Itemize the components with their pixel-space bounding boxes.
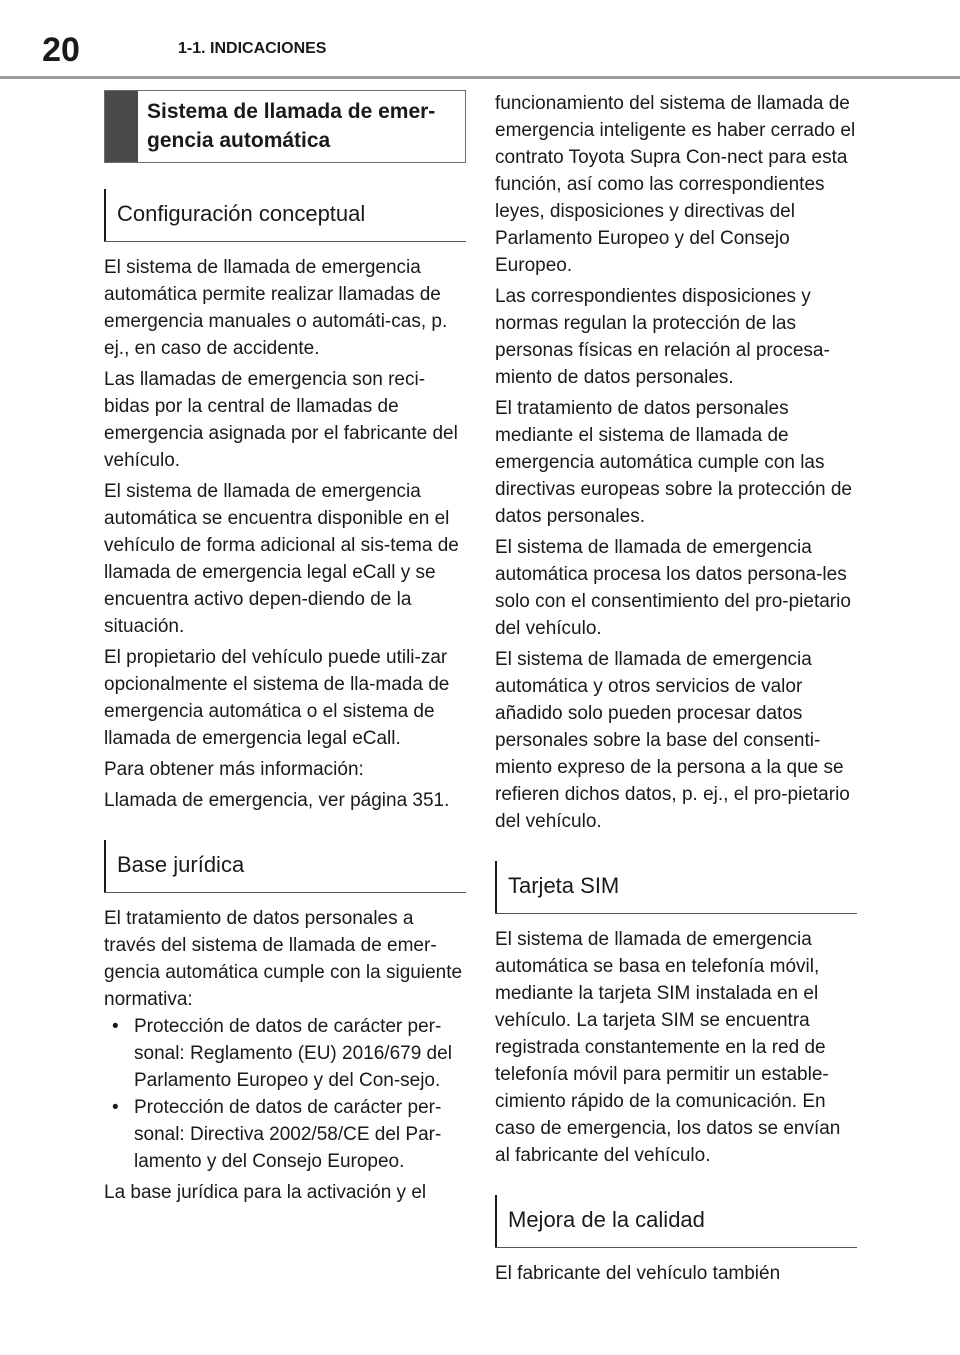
subsection-title: Base jurídica xyxy=(117,852,245,877)
section-title-line-1: Sistema de llamada de emer- xyxy=(147,100,436,123)
section-title-line-2: gencia automática xyxy=(147,129,331,152)
subsection-marker xyxy=(104,189,106,241)
subsection-marker xyxy=(104,840,106,892)
page-reference: Llamada de emergencia, ver página 351. xyxy=(104,790,450,811)
subsection-marker xyxy=(495,861,497,913)
left-column xyxy=(104,90,466,1206)
list-item-text: Protección de datos de carácter per-sonal: Directiva 2002/58/CE del Par-lamento y del Consejo Europeo. xyxy=(134,1097,442,1172)
subsection-heading-tarjeta-sim xyxy=(495,861,857,914)
paragraph: funcionamiento del sistema de llamada de emergencia inteligente es haber cerrado el contrato Toyota Supra Con-nect para esta función, así como las correspondientes leyes, disposiciones y directivas del Parlamento Europeo y del Consejo Europeo. xyxy=(495,93,856,276)
paragraph: El sistema de llamada de emergencia automática permite realizar llamadas de emergencia manuales o automáti-cas, p. ej., en caso de accidente. xyxy=(104,257,448,359)
subsection-heading-mejora-calidad xyxy=(495,1195,857,1248)
right-column xyxy=(495,90,857,1287)
paragraph: Las correspondientes disposiciones y normas regulan la protección de las personas físicas en relación al procesa-miento de datos personales. xyxy=(495,286,830,388)
paragraph: El fabricante del vehículo también xyxy=(495,1263,781,1284)
paragraph: El sistema de llamada de emergencia automática y otros servicios de valor añadido solo pueden procesar datos personales sobre la base del consenti-miento expreso de la persona a la que se refieren dichos datos, p. ej., el pro-pietario del vehículo. xyxy=(495,649,850,832)
subsection-title: Tarjeta SIM xyxy=(508,873,620,898)
paragraph: El sistema de llamada de emergencia automática se encuentra disponible en el vehículo de forma adicional al sis-tema de llamada de emergencia legal eCall y se encuentra activo depen-diendo de la situación. xyxy=(104,481,459,637)
header-divider xyxy=(0,76,960,79)
paragraph: Para obtener más información: xyxy=(104,759,364,780)
paragraph: El tratamiento de datos personales mediante el sistema de llamada de emergencia automática cumple con las directivas europeas sobre la protección de datos personales. xyxy=(495,398,852,527)
paragraph: El sistema de llamada de emergencia automática procesa los datos persona-les solo con el consentimiento del pro-pietario del vehículo. xyxy=(495,537,851,639)
subsection-title: Configuración conceptual xyxy=(117,201,366,226)
subsection-title: Mejora de la calidad xyxy=(508,1207,705,1232)
bullet-marker: • xyxy=(112,1016,119,1037)
section-heading-bar xyxy=(105,91,138,162)
page-header xyxy=(0,0,960,76)
paragraph: El propietario del vehículo puede utili-zar opcionalmente el sistema de lla-mada de emergencia automática o el sistema de llamada de emergencia legal eCall. xyxy=(104,647,450,749)
page-number: 20 xyxy=(42,31,80,69)
paragraph: El tratamiento de datos personales a través del sistema de llamada de emer-gencia automática cumple con la siguiente normativa: xyxy=(104,908,463,1010)
subsection-heading-configuracion xyxy=(104,189,466,242)
section-heading-box xyxy=(104,90,466,163)
list-item-text: Protección de datos de carácter per-sonal: Reglamento (EU) 2016/679 del Parlamento Europeo y del Con-sejo. xyxy=(134,1016,452,1091)
bullet-list xyxy=(104,1013,466,1175)
bullet-marker: • xyxy=(112,1097,119,1118)
paragraph: El sistema de llamada de emergencia automática se basa en telefonía móvil, mediante la tarjeta SIM instalada en el vehículo. La tarjeta SIM se encuentra registrada constantemente en la red de telefonía móvil para permitir un estable-cimiento rápido de la comunicación. En caso de emergencia, los datos se envían al fabricante del vehículo. xyxy=(495,929,841,1166)
chapter-title: 1-1. INDICACIONES xyxy=(178,40,327,57)
section-title xyxy=(147,97,459,155)
paragraph: Las llamadas de emergencia son reci-bidas por la central de llamadas de emergencia asignada por el fabricante del vehículo. xyxy=(104,369,458,471)
paragraph: La base jurídica para la activación y el xyxy=(104,1182,427,1203)
subsection-marker xyxy=(495,1195,497,1247)
list-item xyxy=(104,1094,466,1175)
list-item xyxy=(104,1013,466,1094)
subsection-heading-base-juridica xyxy=(104,840,466,893)
